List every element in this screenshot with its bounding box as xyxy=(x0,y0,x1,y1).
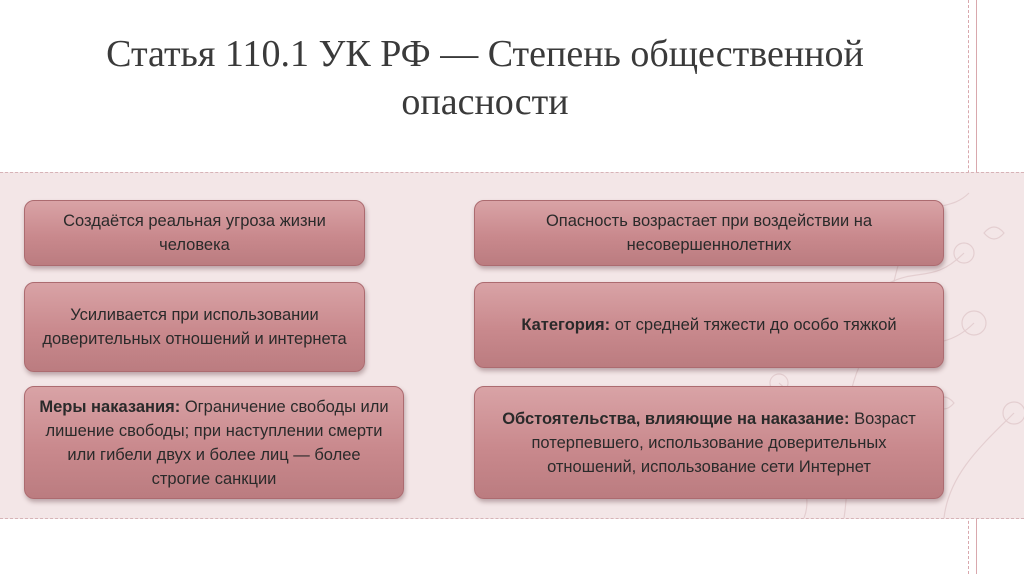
punishment-measures-paragraph xyxy=(39,395,389,491)
minors-text: Опасность возрастает при воздействии на несовершеннолетних xyxy=(545,212,873,254)
punishment-measures-text: Ограничение свободы или лишение свободы; при наступлении смерти или гибели двух и более лиц — более строгие санкции xyxy=(45,397,389,488)
minors-box xyxy=(474,200,944,266)
circumstances-text: Возраст потерпевшего, использование доверительных отношений, использование сети Интернет xyxy=(531,409,916,476)
trust-internet-text: Усиливается при использовании доверительных отношений и интернета xyxy=(42,306,347,348)
punishment-measures-label: Меры наказания: xyxy=(39,397,181,416)
trust-internet-box xyxy=(24,282,365,372)
category-text: от средней тяжести до особо тяжкой xyxy=(610,316,897,334)
category-label: Категория: xyxy=(521,316,611,334)
threat-to-life-box xyxy=(24,200,365,266)
circumstances-box xyxy=(474,386,944,499)
category-box xyxy=(474,282,944,368)
threat-to-life-text: Создаётся реальная угроза жизни человека xyxy=(63,212,326,254)
category-paragraph xyxy=(521,313,896,337)
slide-title: Статья 110.1 УК РФ — Степень общественной опасности xyxy=(106,33,864,123)
punishment-measures-box xyxy=(24,386,404,499)
circumstances-label: Обстоятельства, влияющие на наказание: xyxy=(502,409,850,428)
circumstances-paragraph xyxy=(489,407,929,479)
